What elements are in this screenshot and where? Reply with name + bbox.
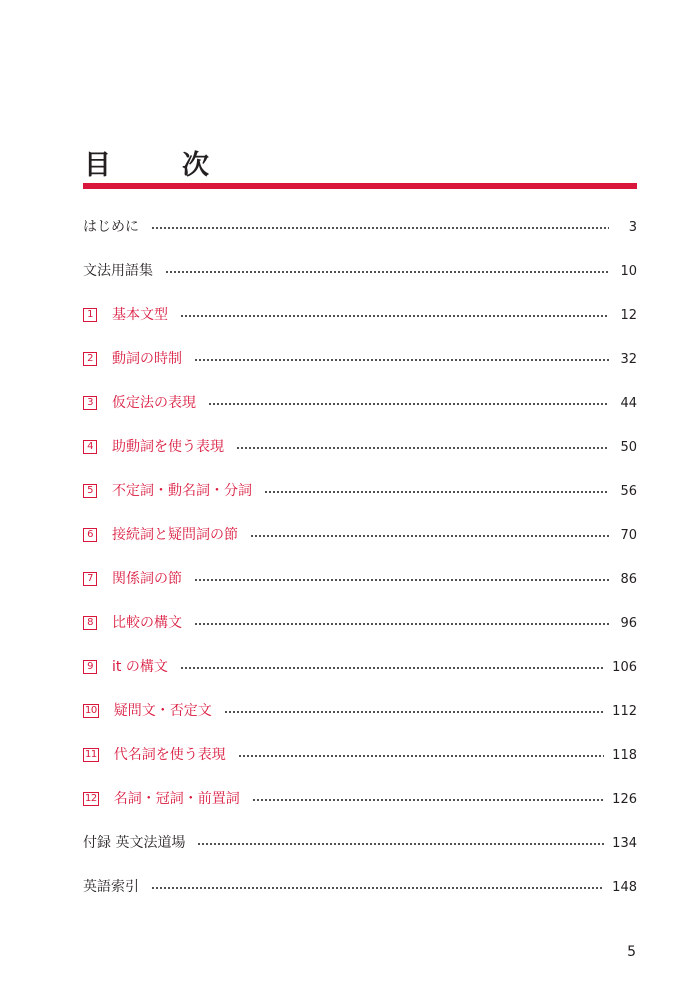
- entry-page-number: 134: [612, 835, 637, 851]
- toc-entry[interactable]: [83, 425, 637, 469]
- entry-page-number: 112: [612, 703, 637, 719]
- dot-leader: [208, 403, 609, 405]
- toc-entry[interactable]: [83, 777, 637, 821]
- entry-label-wrap: [83, 657, 168, 677]
- dot-leader: [194, 359, 609, 361]
- entry-label: it の構文: [112, 659, 168, 675]
- table-of-contents: [83, 205, 637, 909]
- chapter-number: 4: [83, 440, 97, 454]
- toc-entry[interactable]: [83, 293, 637, 337]
- entry-page-number: 50: [620, 439, 637, 455]
- entry-label-wrap: [83, 305, 168, 325]
- chapter-number: 2: [83, 352, 97, 366]
- entry-page-number: 126: [612, 791, 637, 807]
- entry-page-number: 10: [620, 263, 637, 279]
- entry-page-number: 32: [620, 351, 637, 367]
- entry-label: 接続詞と疑問詞の節: [112, 527, 238, 543]
- entry-label: 関係詞の節: [112, 571, 182, 587]
- entry-label-wrap: [83, 745, 226, 765]
- entry-page-number: 86: [620, 571, 637, 587]
- toc-entry[interactable]: [83, 513, 637, 557]
- entry-page-number: 148: [612, 879, 637, 895]
- entry-label-wrap: [83, 525, 238, 545]
- toc-entry[interactable]: [83, 381, 637, 425]
- page-number: 5: [627, 944, 636, 960]
- entry-label: 不定詞・動名詞・分詞: [112, 483, 252, 499]
- entry-label-wrap: [83, 789, 240, 809]
- entry-label: 比較の構文: [112, 615, 182, 631]
- dot-leader: [194, 623, 609, 625]
- dot-leader: [151, 227, 609, 229]
- entry-page-number: 12: [620, 307, 637, 323]
- toc-entry[interactable]: [83, 205, 637, 249]
- entry-page-number: 118: [612, 747, 637, 763]
- title-rule: [83, 183, 637, 189]
- entry-label-wrap: [83, 613, 182, 633]
- toc-entry[interactable]: [83, 469, 637, 513]
- entry-label-wrap: [83, 261, 153, 281]
- dot-leader: [250, 535, 609, 537]
- entry-label-wrap: [83, 437, 224, 457]
- chapter-number: 10: [85, 705, 97, 716]
- dot-leader: [180, 667, 604, 669]
- entry-label-wrap: [83, 701, 212, 721]
- entry-page-number: 44: [620, 395, 637, 411]
- chapter-number: 6: [83, 528, 97, 542]
- chapter-number: 11: [85, 749, 97, 760]
- page-title: 目 次: [84, 150, 231, 182]
- dot-leader: [264, 491, 609, 493]
- toc-entry[interactable]: [83, 557, 637, 601]
- entry-label: 名詞・冠詞・前置詞: [113, 791, 240, 807]
- dot-leader: [238, 755, 604, 757]
- toc-entry[interactable]: [83, 337, 637, 381]
- toc-entry[interactable]: [83, 601, 637, 645]
- dot-leader: [252, 799, 604, 801]
- entry-label-wrap: [83, 217, 139, 237]
- entry-page-number: 3: [628, 219, 637, 235]
- dot-leader: [194, 579, 609, 581]
- entry-page-number: 70: [620, 527, 637, 543]
- entry-label: 代名詞を使う表現: [113, 747, 226, 763]
- toc-entry[interactable]: [83, 645, 637, 689]
- dot-leader: [224, 711, 604, 713]
- entry-label-wrap: [83, 877, 139, 897]
- entry-label-wrap: [83, 393, 196, 413]
- chapter-number: 9: [83, 660, 97, 674]
- dot-leader: [197, 843, 604, 845]
- entry-page-number: 106: [612, 659, 637, 675]
- entry-label: 文法用語集: [83, 263, 153, 279]
- entry-page-number: 56: [620, 483, 637, 499]
- dot-leader: [151, 887, 604, 889]
- chapter-number: 5: [83, 484, 97, 498]
- entry-label: 仮定法の表現: [112, 395, 196, 411]
- entry-label: 動詞の時制: [112, 351, 182, 367]
- dot-leader: [165, 271, 609, 273]
- entry-label: 助動詞を使う表現: [112, 439, 224, 455]
- entry-page-number: 96: [620, 615, 637, 631]
- entry-label: 基本文型: [112, 307, 168, 323]
- chapter-number: 3: [83, 396, 97, 410]
- toc-entry[interactable]: [83, 821, 637, 865]
- toc-entry[interactable]: [83, 249, 637, 293]
- entry-label: 付録 英文法道場: [83, 835, 186, 851]
- toc-entry[interactable]: [83, 865, 637, 909]
- toc-entry[interactable]: [83, 689, 637, 733]
- entry-label-wrap: [83, 569, 182, 589]
- entry-label-wrap: [83, 349, 182, 369]
- entry-label: はじめに: [83, 219, 139, 235]
- chapter-number: 1: [83, 308, 97, 322]
- entry-label: 英語索引: [83, 879, 139, 895]
- entry-label: 疑問文・否定文: [113, 703, 212, 719]
- toc-entry[interactable]: [83, 733, 637, 777]
- chapter-number: 7: [83, 572, 97, 586]
- dot-leader: [236, 447, 609, 449]
- dot-leader: [180, 315, 609, 317]
- entry-label-wrap: [83, 481, 252, 501]
- chapter-number: 12: [85, 793, 97, 804]
- entry-label-wrap: [83, 833, 185, 853]
- chapter-number: 8: [83, 616, 97, 630]
